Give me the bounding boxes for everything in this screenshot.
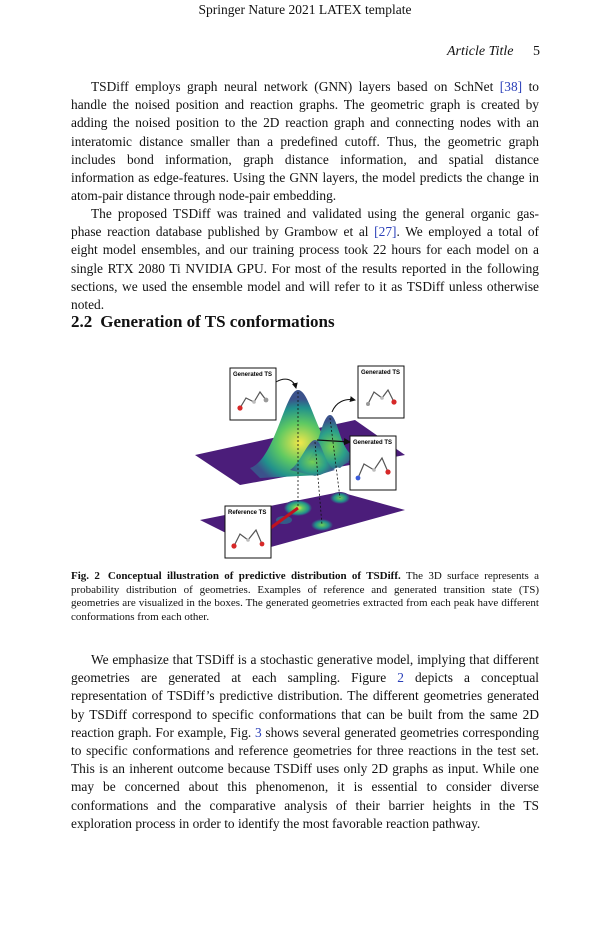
paragraph-text: We emphasize that TSDiff is a stochastic generative model, implying that different geometries are generated at each sampling. Figure [71, 652, 539, 686]
probability-surface-illustration [190, 360, 420, 560]
paragraph-text: . We employed a total of eight model ensembles, and our training process took 22 hours for each model on a single RTX 2080 Ti NVIDIA GPU. For most of the results reported in the following sections, we used the ensemble model and will refer to it as TSDiff unless otherwise noted. [71, 224, 539, 313]
paragraph-text: shows several generated geometries corresponding to specific conformations and reference geometries for three reactions in the test set. This is an inherent outcome because TSDiff uses only 2D graphs as input. While one may be concerned about this phenomenon, it is essential to consider diverse conformations and the comparative analysis of their barrier heights in the TS exploration process in order to identify the most favorable reaction pathway. [71, 724, 540, 831]
box-label: Generated TS [361, 370, 401, 376]
figure-ref-link[interactable]: 2 [397, 670, 404, 686]
arrow-to-box-1 [276, 379, 296, 388]
generated-ts-box-3 [350, 436, 396, 490]
figure-label: Fig. 2 [71, 570, 100, 582]
figure-caption [71, 570, 539, 624]
section-title: Generation of TS conformations [100, 312, 335, 331]
reference-ts-box [225, 506, 271, 558]
paragraph-text: to handle the noised position and reaction graphs. The geometric graph is created by adding the noised position to the 2D reaction graph and connecting nodes with an interatomic distance smaller than a predefined cutoff. Thus, the geometric graph includes bond information, graph distance information, and spatial distance information as edge-features. Using the GNN layers, the model predicts the change in atom-pair distance through node-pair embedding. [71, 79, 539, 204]
arrow-to-box-2 [332, 400, 355, 413]
paragraph-gnn [71, 78, 539, 205]
figure-ref-link[interactable]: 3 [255, 724, 262, 740]
article-title: Article Title [447, 44, 514, 59]
paragraph-training [71, 205, 539, 314]
paragraph-text: TSDiff employs graph neural network (GNN) layers based on SchNet [91, 79, 500, 94]
paragraph-stochastic [71, 651, 539, 833]
generated-ts-box-1 [230, 368, 276, 420]
generated-ts-box-2 [358, 366, 404, 418]
citation-link[interactable]: [38] [499, 79, 523, 94]
citation-link[interactable]: [27] [374, 224, 397, 240]
box-label: Generated TS [353, 440, 393, 446]
figure-2 [190, 360, 420, 560]
box-label: Generated TS [233, 372, 273, 378]
paragraph-text: The proposed TSDiff was trained and validated using the general organic gas-phase reaction database published by Grambow et al [71, 206, 539, 240]
page-header [447, 44, 540, 60]
caption-title: Conceptual illustration of predictive distribution of TSDiff. [107, 570, 401, 582]
section-number: 2.2 [71, 312, 93, 331]
running-head: Springer Nature 2021 LATEX template [198, 2, 412, 17]
box-label: Reference TS [228, 510, 267, 516]
caption-text: The 3D surface represents a probability distribution of geometries. Examples of reference and generated transition state (TS) geometries are visualized in the boxes. The generated geometries extracted from each peak have different conformations from each other. [71, 570, 540, 623]
page-number: 5 [533, 44, 540, 59]
paragraph-text: depicts a conceptual representation of TSDiff’s predictive distribution. The different geometries generated by TSDiff correspond to specific conformations that can be built from the same 2D reaction graph. For example, Fig. [71, 670, 539, 740]
section-heading [71, 312, 335, 332]
